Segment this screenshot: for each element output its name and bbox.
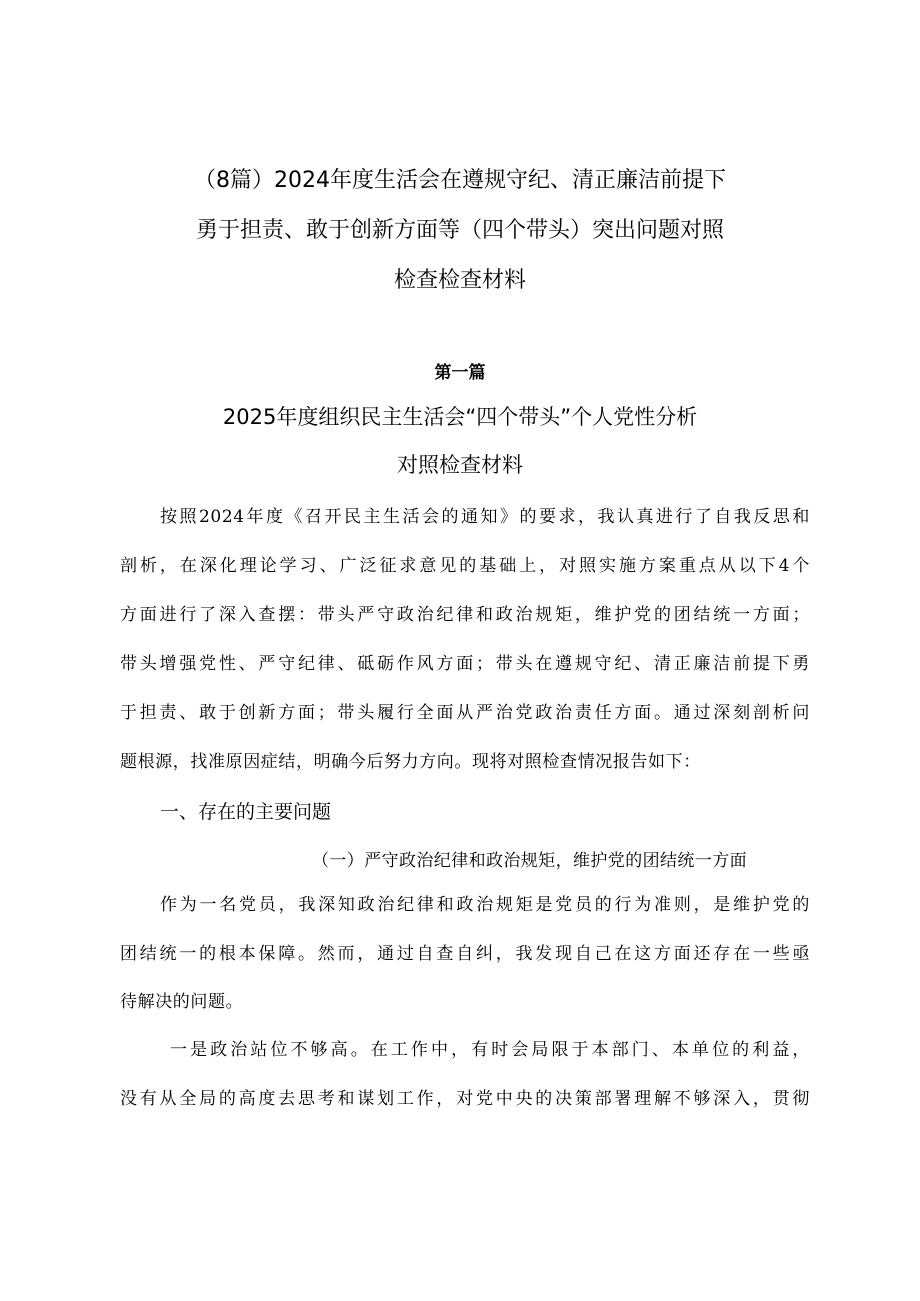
section-heading: 一、存在的主要问题 <box>160 801 332 823</box>
document-title-line-3: 检查检查材料 <box>393 268 526 293</box>
subtitle-line-1: 2025年度组织民主生活会“四个带头”个人党性分析 <box>222 405 698 429</box>
subsection-heading: （一）严守政治纪律和政治规矩，维护党的团结统一方面 <box>312 851 747 871</box>
intro-paragraph-line: 剖析，在深化理论学习、广泛征求意见的基础上，对照实施方案重点从以下4个 <box>120 556 810 576</box>
body-paragraph-line: 一是政治站位不够高。在工作中，有时会局限于本部门、本单位的利益， <box>170 1040 810 1060</box>
body-paragraph-line: 团结统一的根本保障。然而，通过自查自纠，我发现自己在这方面还存在一些亟 <box>120 944 810 964</box>
subtitle-line-2: 对照检查材料 <box>397 453 523 477</box>
intro-paragraph-line: 方面进行了深入查摆：带头严守政治纪律和政治规矩，维护党的团结统一方面； <box>120 605 810 625</box>
chapter-label: 第一篇 <box>434 363 486 383</box>
intro-paragraph-line: 题根源，找准原因症结，明确今后努力方向。现将对照检查情况报告如下： <box>120 752 701 772</box>
body-paragraph-line: 作为一名党员，我深知政治纪律和政治规矩是党员的行为准则，是维护党的 <box>160 895 810 915</box>
intro-paragraph-line: 带头增强党性、严守纪律、砥砺作风方面；带头在遵规守纪、清正廉洁前提下勇 <box>120 654 810 674</box>
intro-paragraph-line: 于担责、敢于创新方面；带头履行全面从严治党政治责任方面。通过深刻剖析问 <box>120 703 810 723</box>
body-paragraph-line: 没有从全局的高度去思考和谋划工作，对党中央的决策部署理解不够深入，贯彻 <box>120 1089 810 1109</box>
body-paragraph-line: 待解决的问题。 <box>120 992 244 1012</box>
document-title-line-2: 勇于担责、敢于创新方面等（四个带头）突出问题对照 <box>195 218 724 243</box>
document-title-line-1: （8篇）2024年度生活会在遵规守纪、清正廉洁前提下 <box>194 168 726 193</box>
intro-paragraph-line: 按照2024年度《召开民主生活会的通知》的要求，我认真进行了自我反思和 <box>160 507 810 527</box>
